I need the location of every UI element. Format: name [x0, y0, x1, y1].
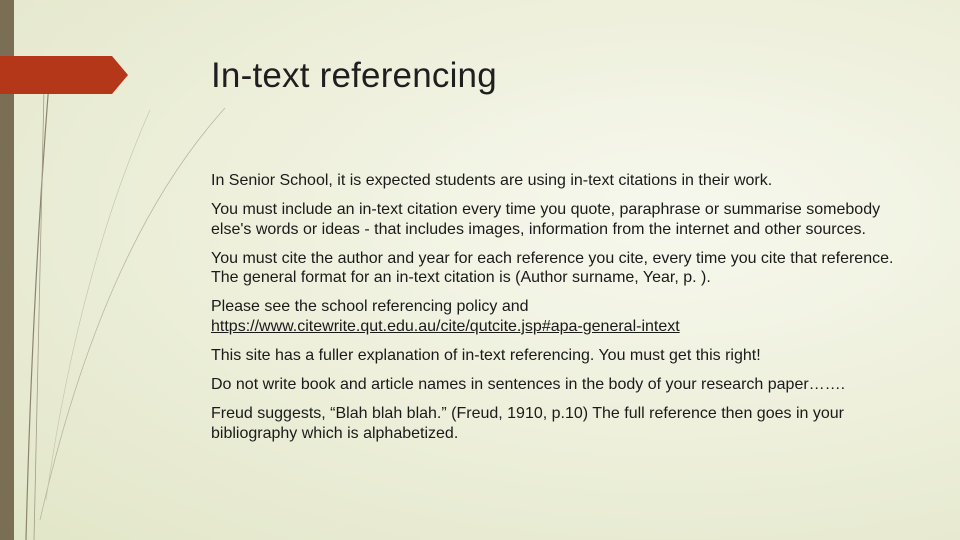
- policy-text: Please see the school referencing policy and: [211, 298, 529, 316]
- paragraph-referencing-policy: [211, 297, 911, 336]
- paragraph-senior-school: In Senior School, it is expected students are using in-text citations in their work.: [211, 172, 773, 189]
- paragraph-include-citation: You must include an in-text citation every time you quote, paraphrase or summarise somebody else's words or ideas - that includes images, information from the internet and other sources.: [211, 201, 881, 238]
- citewrite-link[interactable]: https://www.citewrite.qut.edu.au/cite/qutcite.jsp#apa-general-intext: [211, 318, 680, 336]
- paragraph-cite-author-year: You must cite the author and year for each reference you cite, every time you cite that reference. The general format for an in-text citation is (Author surname, Year, p. ).: [211, 249, 894, 287]
- paragraph-fuller-explanation: This site has a fuller explanation of in-text referencing. You must get this right!: [211, 347, 761, 365]
- paragraph-freud-example: Freud suggests, “Blah blah blah.” (Freud, 1910, p.10) The full reference then goes in your bibliography which is alphabetized.: [211, 405, 844, 442]
- title-accent-arrow: [0, 56, 128, 94]
- slide-body: [211, 171, 911, 453]
- slide-title: In-text referencing: [211, 56, 497, 95]
- paragraph-book-names: Do not write book and article names in sentences in the body of your research paper…….: [211, 376, 846, 394]
